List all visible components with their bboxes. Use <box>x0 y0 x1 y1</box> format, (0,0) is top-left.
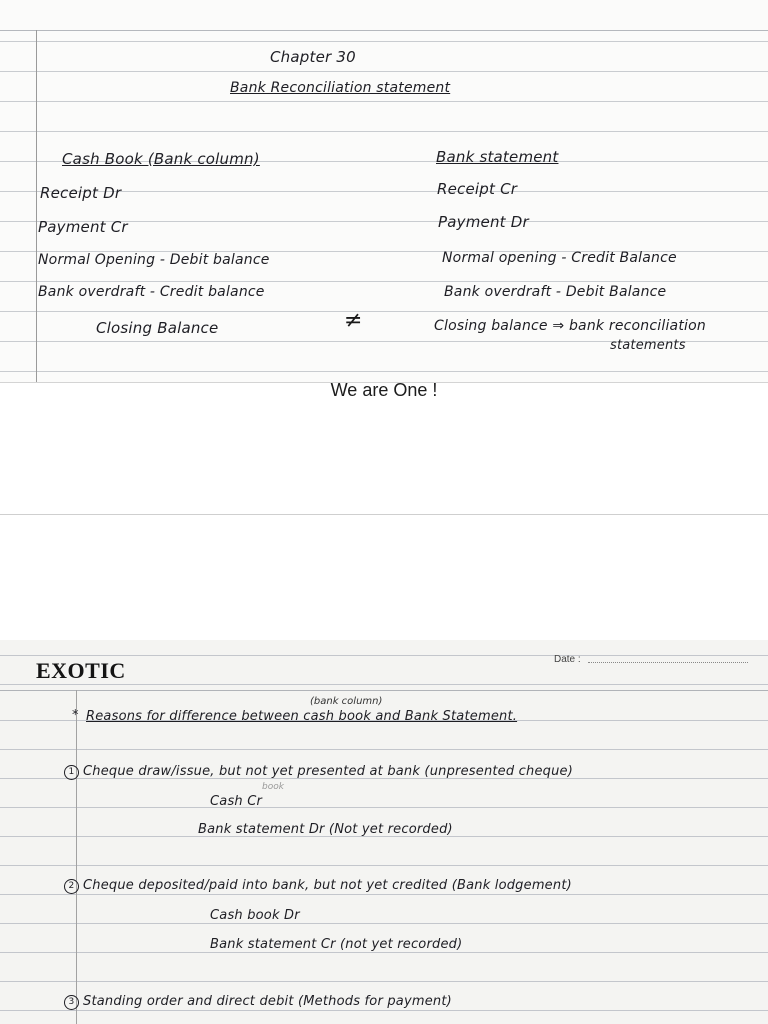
reason-text-2: Cheque deposited/paid into bank, but not yet credited (Bank lodgement) <box>83 878 572 893</box>
header-rule <box>0 30 768 31</box>
notebook-page-reasons <box>0 640 768 1024</box>
separator-line <box>0 514 768 515</box>
not-equal-sign: ≠ <box>344 308 363 333</box>
reason-item-3 <box>64 994 452 1010</box>
reason-item-2 <box>64 878 572 894</box>
reasons-heading: Reasons for difference between cash book and Bank Statement. <box>86 709 518 724</box>
item-number-1: 1 <box>64 765 79 780</box>
item-1-note: book <box>262 782 284 792</box>
cash-closing-balance: Closing Balance <box>96 319 219 337</box>
cash-normal-opening: Normal Opening - Debit balance <box>38 252 270 268</box>
bank-receipt: Receipt Cr <box>437 180 518 198</box>
date-field-line <box>588 662 748 663</box>
margin-line <box>36 30 37 382</box>
cash-overdraft: Bank overdraft - Credit balance <box>38 284 265 300</box>
reason-item-1 <box>64 764 573 780</box>
item-number-2: 2 <box>64 879 79 894</box>
item-number-3: 3 <box>64 995 79 1010</box>
chapter-title: Chapter 30 <box>270 48 356 66</box>
bank-closing-balance: Closing balance ⇒ bank reconciliation <box>434 318 706 334</box>
reason-text-3: Standing order and direct debit (Methods for payment) <box>83 994 452 1009</box>
header-rule <box>0 690 768 691</box>
item-1-sub-1: Cash Cr <box>210 794 263 809</box>
bank-normal-opening: Normal opening - Credit Balance <box>442 250 677 266</box>
bank-statement-heading: Bank statement <box>436 148 559 166</box>
item-1-sub-2: Bank statement Dr (Not yet recorded) <box>198 822 453 837</box>
notebook-page-bank-reconciliation <box>0 0 768 383</box>
bank-closing-balance-cont: statements <box>610 338 686 353</box>
item-2-sub-1: Cash book Dr <box>210 908 300 923</box>
cash-receipt: Receipt Dr <box>40 184 122 202</box>
caption: We are One ! <box>330 380 438 400</box>
bank-overdraft: Bank overdraft - Debit Balance <box>444 284 667 300</box>
margin-line <box>76 690 77 1024</box>
bank-payment: Payment Dr <box>438 213 529 231</box>
page-title: Bank Reconciliation statement <box>230 80 451 96</box>
reason-text-1: Cheque draw/issue, but not yet presented at bank (unpresented cheque) <box>83 764 574 779</box>
cash-payment: Payment Cr <box>38 218 128 236</box>
item-2-sub-2: Bank statement Cr (not yet recorded) <box>210 937 463 952</box>
heading-star: * <box>72 708 79 723</box>
brand-logo: EXOTIC <box>36 658 126 683</box>
heading-note: (bank column) <box>310 696 383 707</box>
date-label: Date : <box>554 654 581 665</box>
cash-book-heading: Cash Book (Bank column) <box>62 150 260 168</box>
